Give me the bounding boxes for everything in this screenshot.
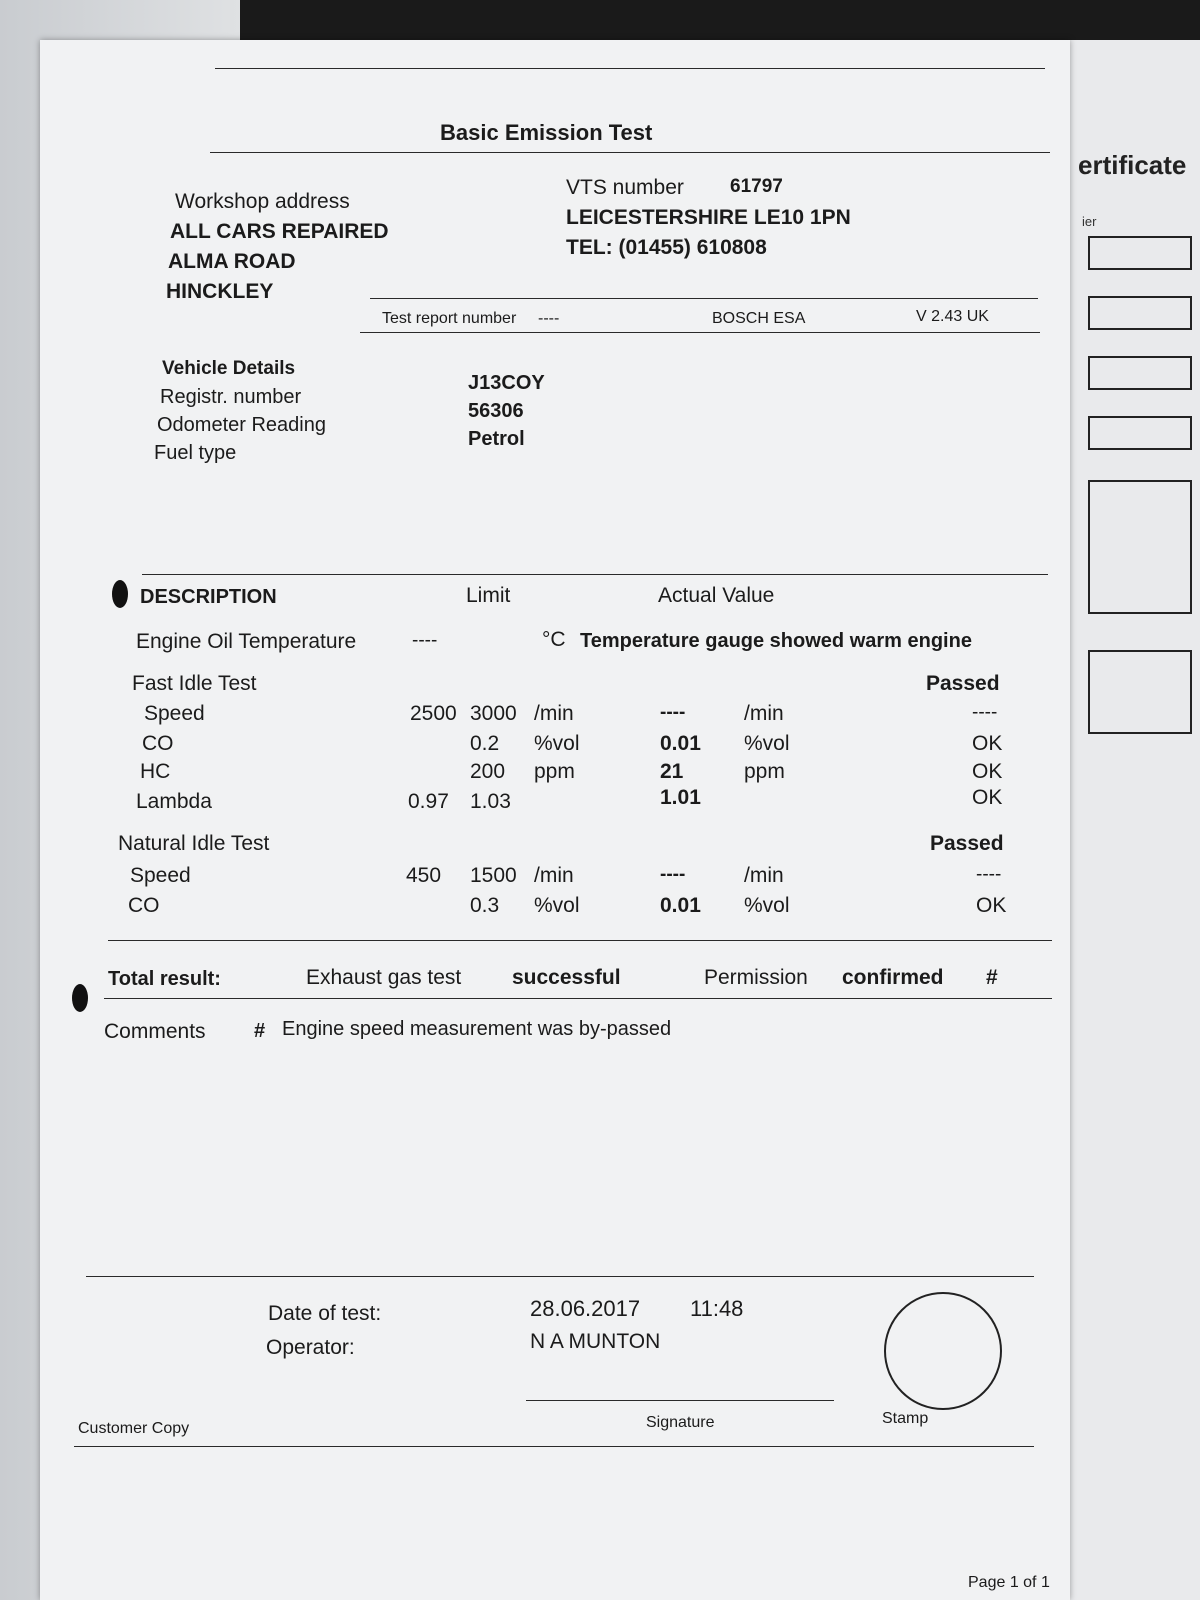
certificate-field-box: [1088, 480, 1192, 614]
row-limit-max: 1.03: [470, 790, 511, 813]
device-name: BOSCH ESA: [712, 310, 806, 327]
signature-label: Signature: [646, 1414, 715, 1431]
punch-hole: [112, 580, 128, 608]
row-limit-min: 450: [406, 864, 442, 887]
vts-number: 61797: [730, 176, 783, 197]
operator-label: Operator:: [266, 1336, 355, 1359]
workshop-label: Workshop address: [175, 190, 350, 213]
row-actual: ----: [660, 864, 686, 885]
page-number: Page 1 of 1: [968, 1574, 1050, 1591]
row-name: HC: [140, 760, 171, 783]
row-actual: 1.01: [660, 786, 701, 809]
date-of-test-label: Date of test:: [268, 1302, 382, 1325]
stamp-label: Stamp: [882, 1410, 929, 1427]
row-limit-max: 200: [470, 760, 506, 783]
permission-value: confirmed: [842, 966, 944, 989]
fast-idle-test-result: Passed: [926, 672, 1000, 695]
row-limit-min: 0.97: [408, 790, 449, 813]
natural-idle-test-label: Natural Idle Test: [118, 832, 270, 855]
row-name: CO: [142, 732, 174, 755]
row-name: Speed: [144, 702, 205, 725]
row-status: OK: [972, 760, 1003, 783]
column-header-actual: Actual Value: [658, 584, 775, 607]
time-of-test-value: 11:48: [690, 1296, 744, 1321]
comments-marker: #: [254, 1020, 266, 1042]
odometer-value: 56306: [468, 400, 524, 422]
row-actual: 0.01: [660, 894, 701, 917]
row-actual-unit: ppm: [744, 760, 785, 783]
certificate-field-box: [1088, 356, 1192, 390]
certificate-small-label: ier: [1082, 214, 1097, 229]
exhaust-gas-test-value: successful: [512, 966, 621, 989]
certificate-field-box: [1088, 416, 1192, 450]
row-limit-unit: ppm: [534, 760, 575, 783]
certificate-field-box: [1088, 296, 1192, 330]
engine-oil-temp-note: Temperature gauge showed warm engine: [580, 630, 972, 652]
permission-marker: #: [986, 966, 998, 989]
row-actual-unit: /min: [744, 864, 784, 887]
test-report-number-label: Test report number: [382, 310, 517, 327]
row-limit-max: 0.2: [470, 732, 500, 755]
engine-oil-temp-limit: ----: [412, 630, 438, 651]
page-title: Basic Emission Test: [440, 120, 653, 145]
fast-idle-test-label: Fast Idle Test: [132, 672, 257, 695]
total-bottom-rule: [104, 998, 1052, 999]
row-limit-unit: /min: [534, 702, 574, 725]
total-result-label: Total result:: [108, 968, 221, 990]
row-actual-unit: %vol: [744, 894, 790, 917]
date-of-test-value: 28.06.2017: [530, 1296, 641, 1321]
row-name: Lambda: [136, 790, 212, 813]
row-limit-unit: %vol: [534, 732, 580, 755]
registration-value: J13COY: [468, 372, 545, 394]
row-name: CO: [128, 894, 160, 917]
customer-copy-label: Customer Copy: [78, 1420, 190, 1437]
comments-label: Comments: [104, 1020, 206, 1043]
workshop-telephone: TEL: (01455) 610808: [566, 236, 767, 259]
punch-hole: [72, 984, 88, 1012]
title-rule: [210, 152, 1050, 153]
column-header-description: DESCRIPTION: [140, 586, 277, 608]
engine-oil-temp-unit: °C: [542, 628, 566, 651]
workshop-name: ALL CARS REPAIRED: [170, 220, 389, 243]
fuel-type-value: Petrol: [468, 428, 525, 450]
registration-label: Registr. number: [160, 386, 302, 408]
footer-bottom-rule: [74, 1446, 1034, 1447]
certificate-field-box: [1088, 236, 1192, 270]
top-rule: [215, 68, 1045, 69]
row-limit-max: 3000: [470, 702, 517, 725]
row-status: OK: [976, 894, 1007, 917]
table-top-rule: [142, 574, 1048, 575]
row-limit-unit: /min: [534, 864, 574, 887]
row-status: OK: [972, 786, 1003, 809]
row-limit-min: 2500: [410, 702, 457, 725]
emission-report-sheet: [40, 40, 1070, 1600]
operator-value: N A MUNTON: [530, 1330, 661, 1353]
row-actual-unit: %vol: [744, 732, 790, 755]
natural-idle-test-result: Passed: [930, 832, 1004, 855]
vehicle-details-heading: Vehicle Details: [162, 358, 296, 379]
row-actual: 21: [660, 760, 684, 783]
row-limit-unit: %vol: [534, 894, 580, 917]
exhaust-gas-test-label: Exhaust gas test: [306, 966, 462, 989]
workshop-street: ALMA ROAD: [168, 250, 296, 273]
odometer-label: Odometer Reading: [157, 414, 326, 436]
software-version: V 2.43 UK: [916, 308, 989, 325]
footer-top-rule: [86, 1276, 1034, 1277]
certificate-field-box: [1088, 650, 1192, 734]
row-actual-unit: /min: [744, 702, 784, 725]
row-status: ----: [972, 702, 998, 723]
signature-line: [526, 1400, 834, 1401]
row-limit-max: 0.3: [470, 894, 500, 917]
fuel-type-label: Fuel type: [154, 442, 237, 464]
row-name: Speed: [130, 864, 191, 887]
stamp-circle: [884, 1292, 1002, 1410]
workshop-county-postcode: LEICESTERSHIRE LE10 1PN: [566, 206, 851, 229]
row-status: ----: [976, 864, 1002, 885]
header-rule: [370, 298, 1038, 299]
row-actual: ----: [660, 702, 686, 723]
comments-text: Engine speed measurement was by-passed: [282, 1018, 672, 1040]
column-header-limit: Limit: [466, 584, 511, 607]
total-top-rule: [108, 940, 1052, 941]
test-report-number-value: ----: [538, 310, 560, 327]
row-actual: 0.01: [660, 732, 701, 755]
workshop-town: HINCKLEY: [166, 280, 274, 303]
row-status: OK: [972, 732, 1003, 755]
certificate-fragment: ertificate: [1078, 150, 1187, 180]
permission-label: Permission: [704, 966, 808, 989]
header-rule-lower: [360, 332, 1040, 333]
row-limit-max: 1500: [470, 864, 517, 887]
engine-oil-temp-label: Engine Oil Temperature: [136, 630, 357, 653]
vts-label: VTS number: [566, 176, 684, 199]
